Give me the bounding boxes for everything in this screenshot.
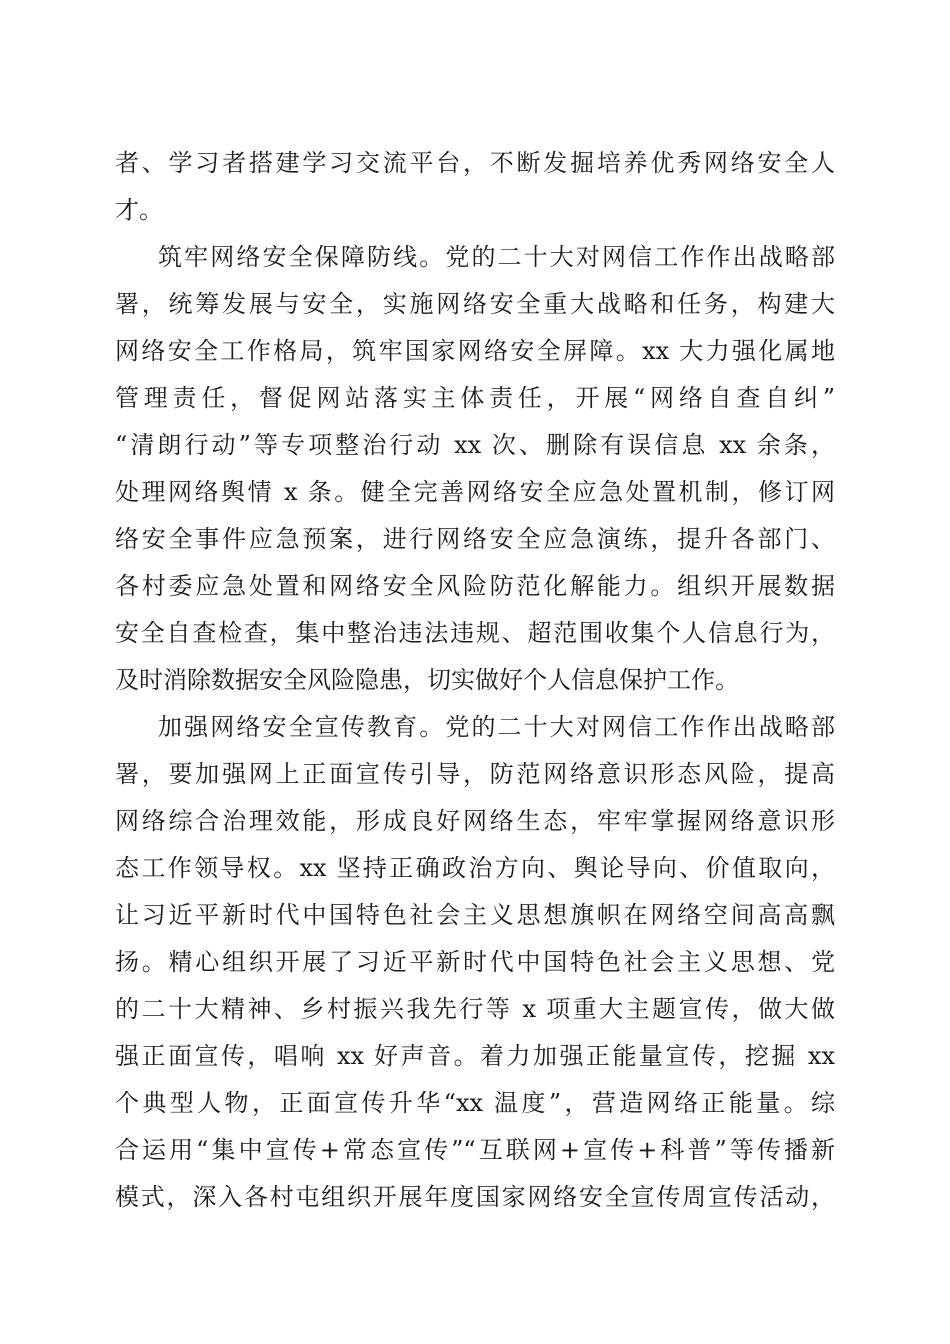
text-line: 及时消除数据安全风险隐患，切实做好个人信息保护工作。 bbox=[115, 666, 739, 694]
body-text bbox=[115, 140, 835, 1221]
text-line: 才。 bbox=[115, 196, 163, 224]
text-line: 署，统筹发展与安全，实施网络安全重大战略和任务，构建大 bbox=[115, 290, 835, 318]
section-heading-line: 筑牢网络安全保障防线。党的二十大对网信工作作出战略部 bbox=[158, 243, 835, 271]
text-line: 络安全事件应急预案，进行网络安全应急演练，提升各部门、 bbox=[115, 525, 835, 553]
text-line: 网络综合治理效能，形成良好网络生态，牢牢掌握网络意识形 bbox=[115, 807, 835, 835]
text-line: “清朗行动”等专项整治行动 xx 次、删除有误信息 xx 余条， bbox=[115, 431, 835, 459]
text-line: 网络安全工作格局，筑牢国家网络安全屏障。xx 大力强化属地 bbox=[115, 337, 835, 365]
text-line: 处理网络舆情 x 条。健全完善网络安全应急处置机制，修订网 bbox=[115, 478, 835, 506]
text-line: 署，要加强网上正面宣传引导，防范网络意识形态风险，提高 bbox=[115, 760, 835, 788]
text-line: 安全自查检查，集中整治违法违规、超范围收集个人信息行为， bbox=[115, 619, 835, 647]
text-line: 者、学习者搭建学习交流平台，不断发掘培养优秀网络安全人 bbox=[115, 149, 835, 177]
text-line: 态工作领导权。xx 坚持正确政治方向、舆论导向、价值取向， bbox=[115, 854, 835, 882]
text-line: 让习近平新时代中国特色社会主义思想旗帜在网络空间高高飘 bbox=[115, 901, 835, 929]
text-line: 管理责任，督促网站落实主体责任，开展“网络自查自纠” bbox=[115, 384, 835, 412]
text-line: 合运用“集中宣传+常态宣传”“互联网+宣传+科普”等传播新 bbox=[115, 1136, 835, 1164]
text-line: 的二十大精神、乡村振兴我先行等 x 项重大主题宣传，做大做 bbox=[115, 995, 835, 1023]
text-line: 个典型人物，正面宣传升华“xx 温度”，营造网络正能量。综 bbox=[115, 1089, 835, 1117]
text-line: 模式，深入各村屯组织开展年度国家网络安全宣传周宣传活动， bbox=[115, 1183, 835, 1211]
section-heading-line: 加强网络安全宣传教育。党的二十大对网信工作作出战略部 bbox=[158, 713, 835, 741]
text-line: 扬。精心组织开展了习近平新时代中国特色社会主义思想、党 bbox=[115, 948, 835, 976]
text-line: 各村委应急处置和网络安全风险防范化解能力。组织开展数据 bbox=[115, 572, 835, 600]
text-line: 强正面宣传，唱响 xx 好声音。着力加强正能量宣传，挖掘 xx bbox=[115, 1042, 835, 1070]
